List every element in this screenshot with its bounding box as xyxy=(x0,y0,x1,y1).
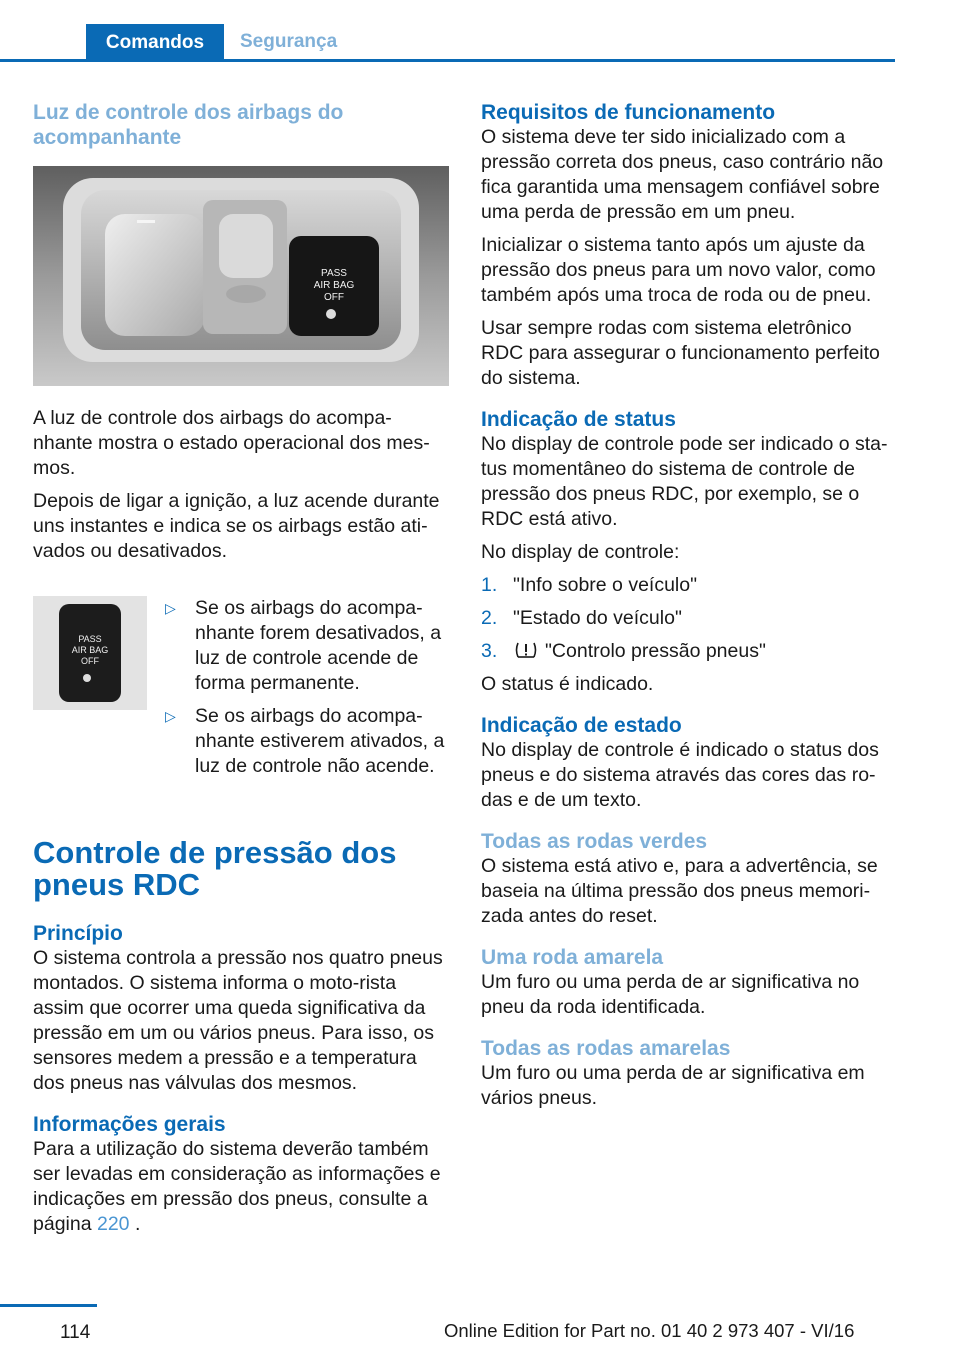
subheading-estado: Indicação de estado xyxy=(481,714,682,737)
airbag-paragraph-2: Depois de ligar a ignição, a luz acende durante uns instantes e indica se os airbags estão ati‐vados ou desativados. xyxy=(33,490,440,562)
section-heading-airbag: Luz de controle dos airbags do acompanhante xyxy=(33,101,344,149)
subheading-principio: Princípio xyxy=(33,922,123,945)
subheading-roda-amarela: Uma roda amarela xyxy=(481,946,664,969)
triangle-bullet-icon: ▷ xyxy=(165,600,176,616)
estado-paragraph: No display de controle é indicado o status dos pneus e do sistema através das cores das ro‐das e de um texto. xyxy=(481,739,879,811)
list-item: ▷ Se os airbags do acompa‐nhante estiverem ativados, a luz de controle não acende. xyxy=(165,705,445,777)
display-intro: No display de controle: xyxy=(481,541,680,563)
status-paragraph: No display de controle pode ser indicado o sta‐tus momentâneo do sistema de controle de pressão dos pneus RDC, por exemplo, se o RDC está ativo. xyxy=(481,433,888,530)
subheading-requisitos: Requisitos de funcionamento xyxy=(481,101,776,124)
svg-text:PASS: PASS xyxy=(78,634,102,644)
header-rule xyxy=(0,59,895,62)
edition-note: Online Edition for Part no. 01 40 2 973 407 - VI/16 xyxy=(444,1320,855,1341)
principio-paragraph: O sistema controla a pressão nos quatro pneus montados. O sistema informa o moto‐rista assim que ocorrer uma queda significativa da pressão em um ou vários pneus. Para isso, os sensores medem a pressão e a temperatura dos pneus nas válvulas dos mesmos. xyxy=(33,947,443,1094)
svg-text:OFF: OFF xyxy=(81,656,99,666)
airbag-bullet-list xyxy=(165,596,449,787)
subheading-rodas-amarelas: Todas as rodas amarelas xyxy=(481,1037,731,1060)
footer-rule xyxy=(0,1304,97,1307)
airbag-panel-photo xyxy=(33,166,449,386)
airbag-status-block xyxy=(33,596,449,787)
tire-pressure-warning-icon xyxy=(513,640,539,660)
list-item: ▷ Se os airbags do acompa‐nhante forem desativados, a luz de controle acende de forma permanente. xyxy=(165,597,442,694)
airbag-paragraph-1: A luz de controle dos airbags do acompa‐nhante mostra o estado operacional dos mes‐mos. xyxy=(33,407,430,479)
roda-amarela-paragraph: Um furo ou uma perda de ar significativa no pneu da roda identificada. xyxy=(481,971,860,1018)
page-link[interactable]: 220 xyxy=(96,1213,130,1235)
page-number: 114 xyxy=(60,1322,91,1343)
section-heading-rdc: Controle de pressão dos pneus RDC xyxy=(33,835,397,902)
requisitos-paragraph-3: Usar sempre rodas com sistema eletrônico RDC para assegurar o funcionamento perfeito do sistema. xyxy=(481,317,880,389)
list-item: 3. "Controlo pressão pneus" xyxy=(481,640,766,662)
chapter-tabs xyxy=(0,24,895,62)
list-item: 1. "Info sobre o veículo" xyxy=(481,574,698,596)
status-indicated: O status é indicado. xyxy=(481,673,654,695)
requisitos-paragraph-1: O sistema deve ter sido inicializado com a pressão correta dos pneus, caso contrário não fica garantida uma mensagem confiável sobre uma perda de pressão em um pneu. xyxy=(481,126,884,223)
rodas-amarelas-paragraph: Um furo ou uma perda de ar significativa em vários pneus. xyxy=(481,1062,865,1109)
triangle-bullet-icon: ▷ xyxy=(165,708,176,724)
airbag-off-button-photo xyxy=(33,596,147,710)
svg-text:AIR BAG: AIR BAG xyxy=(71,645,109,655)
requisitos-paragraph-2: Inicializar o sistema tanto após um ajuste da pressão dos pneus para um novo valor, como também após uma troca de roda ou de pneu. xyxy=(481,234,876,306)
informacoes-paragraph: Para a utilização do sistema deverão também ser levadas em consideração as informações e indicações em pressão dos pneus, consulte a página 220 . xyxy=(33,1138,441,1235)
subheading-status: Indicação de status xyxy=(481,408,676,431)
subheading-informacoes: Informações gerais xyxy=(33,1113,226,1136)
svg-text:OFF: OFF xyxy=(324,292,344,303)
steps-list xyxy=(481,573,899,664)
tab-comandos[interactable]: Comandos xyxy=(86,24,224,62)
subheading-rodas-verdes: Todas as rodas verdes xyxy=(481,830,708,853)
rodas-verdes-paragraph: O sistema está ativo e, para a advertência, se baseia na última pressão dos pneus memori‐zada antes do reset. xyxy=(481,855,878,927)
list-item: 2. "Estado do veículo" xyxy=(481,607,682,629)
svg-text:AIR BAG: AIR BAG xyxy=(313,280,355,291)
svg-text:PASS: PASS xyxy=(321,268,347,279)
left-column xyxy=(33,100,449,1245)
right-column xyxy=(481,100,899,1119)
tab-seguranca[interactable]: Segurança xyxy=(240,31,338,52)
